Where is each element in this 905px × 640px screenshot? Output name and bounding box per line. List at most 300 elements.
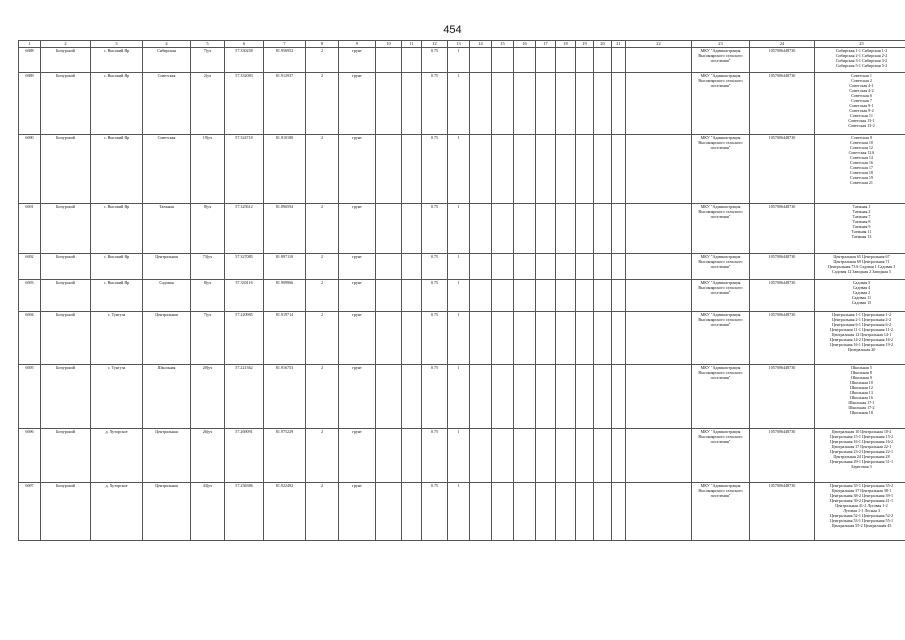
longitude-cell: 81.916753 — [264, 365, 306, 429]
empty-cell — [556, 135, 576, 204]
row-id: 6697 — [19, 483, 41, 541]
address-line: Советская 18 — [850, 170, 873, 176]
empty-cell — [470, 365, 492, 429]
organization-cell: МКУ "Администрация Высокоярского сельского поселения" — [692, 204, 750, 254]
house-cell: 19(уч — [191, 135, 225, 204]
district-cell: Бичурский — [41, 280, 91, 312]
column-header: 16 — [514, 41, 536, 48]
empty-cell — [514, 48, 536, 73]
address-line: Школьная 9 — [851, 375, 872, 381]
organization-cell: МКУ "Администрация Высокоярского сельского поселения" — [692, 254, 750, 280]
longitude-cell: 81.897110 — [264, 254, 306, 280]
surface-cell: грунт — [339, 483, 376, 541]
column-header: 15 — [492, 41, 514, 48]
empty-cell — [576, 483, 594, 541]
house-cell: 8(уч — [191, 280, 225, 312]
surface-cell: грунт — [339, 204, 376, 254]
longitude-cell: 81.909966 — [264, 280, 306, 312]
table-row — [19, 254, 905, 280]
empty-cell — [626, 365, 692, 429]
empty-cell — [470, 483, 492, 541]
empty-cell — [626, 312, 692, 365]
street-cell: Центральная — [143, 312, 191, 365]
empty-cell — [376, 483, 402, 541]
address-line: Центральная 2-1 Центральная 2-2 — [832, 317, 891, 323]
empty-cell — [626, 280, 692, 312]
column-header: 6 — [225, 41, 264, 48]
district-cell: Бичурский — [41, 254, 91, 280]
surface-cell: грунт — [339, 365, 376, 429]
empty-cell — [376, 135, 402, 204]
address-line: Центральная 39-2 Центральная 41-1 — [829, 498, 894, 504]
column-header: 10 — [376, 41, 402, 48]
organization-cell: МКУ "Администрация Высокоярского сельского поселения" — [692, 429, 750, 483]
empty-cell — [556, 365, 576, 429]
empty-cell — [470, 204, 492, 254]
address-line: Таежная 7 — [852, 214, 871, 220]
empty-cell — [612, 483, 626, 541]
empty-cell — [492, 429, 514, 483]
address-line: Школьная 8 — [851, 370, 872, 376]
empty-cell — [514, 365, 536, 429]
empty-cell — [514, 483, 536, 541]
surface-cell: грунт — [339, 312, 376, 365]
volume-cell: 0.75 — [422, 312, 448, 365]
empty-cell — [612, 312, 626, 365]
volume-cell: 0.75 — [422, 280, 448, 312]
address-line: Советская 9-2 — [849, 108, 874, 114]
address-line: Садовая 15 — [851, 300, 872, 306]
column-header: 21 — [612, 41, 626, 48]
table-row — [19, 312, 905, 365]
house-cell: 20(уч — [191, 365, 225, 429]
street-cell: Центральная — [143, 429, 191, 483]
empty-cell — [470, 48, 492, 73]
column-header: 7 — [264, 41, 306, 48]
column-header: 18 — [556, 41, 576, 48]
empty-cell — [402, 254, 422, 280]
column-header: 11 — [402, 41, 422, 48]
addresses-cell — [815, 254, 905, 280]
organization-cell: МКУ "Администрация Высокоярского сельского поселения" — [692, 280, 750, 312]
longitude-cell: 81.922492 — [264, 483, 306, 541]
empty-cell — [556, 429, 576, 483]
address-line: Садовая 12 Заводная 2 Заводная 5 — [832, 269, 891, 275]
address-line: Центральная 55-2 Центральная 45 — [831, 523, 892, 529]
address-line: Таежная 13 — [851, 234, 872, 240]
empty-cell — [576, 73, 594, 135]
house-cell: 7(уч — [191, 312, 225, 365]
address-line: Школьная 17-2 — [848, 405, 875, 411]
address-line: Центральная 15-1 Центральная 15-2 — [829, 434, 894, 440]
volume-cell: 0.75 — [422, 483, 448, 541]
empty-cell — [612, 429, 626, 483]
table-row — [19, 73, 905, 135]
empty-cell — [626, 483, 692, 541]
address-line: Советская 21 — [850, 180, 873, 186]
column-header: 3 — [91, 41, 143, 48]
address-line: Садовая 4 — [852, 285, 871, 291]
row-id: 6690 — [19, 135, 41, 204]
address-line: Сибирская 3-1 Сибирская 3-2 — [835, 58, 888, 64]
addresses-cell — [815, 429, 905, 483]
container-count-cell: 1 — [448, 365, 470, 429]
surface-cell: грунт — [339, 254, 376, 280]
address-line: Садовая 5 — [852, 280, 871, 285]
empty-cell — [612, 73, 626, 135]
empty-cell — [626, 48, 692, 73]
empty-cell — [576, 312, 594, 365]
address-line: Центральная 52-1 Центральная 52-2 — [829, 513, 894, 519]
address-line: Советская 12 — [850, 145, 873, 151]
address-line: Центральная 73А Садовая 1 Садовая 3 — [827, 264, 896, 270]
surface-cell: грунт — [339, 73, 376, 135]
address-line: Береговая 3 — [851, 464, 872, 470]
column-header: 5 — [191, 41, 225, 48]
addresses-cell — [815, 73, 905, 135]
address-line: Сибирская 5-1 Сибирская 5-2 — [835, 63, 888, 69]
volume-cell: 0.75 — [422, 204, 448, 254]
settlement-cell: д. Хуторское — [91, 429, 143, 483]
empty-cell — [402, 483, 422, 541]
count-cell: 2 — [306, 312, 339, 365]
empty-cell — [514, 135, 536, 204]
district-cell: Бичурский — [41, 48, 91, 73]
row-id: 6691 — [19, 204, 41, 254]
count-cell: 2 — [306, 254, 339, 280]
ogrn-cell: 1057006448730 — [750, 73, 815, 135]
empty-cell — [556, 48, 576, 73]
container-count-cell: 1 — [448, 429, 470, 483]
address-line: Центральная 1-1 Центральная 1-2 — [832, 312, 891, 317]
empty-cell — [376, 73, 402, 135]
address-line: Школьная 12 — [850, 385, 873, 391]
settlement-cell: с. Высокий Яр — [91, 254, 143, 280]
longitude-cell: 81.975229 — [264, 429, 306, 483]
district-cell: Бичурский — [41, 429, 91, 483]
empty-cell — [612, 48, 626, 73]
container-count-cell: 1 — [448, 135, 470, 204]
row-id: 6692 — [19, 254, 41, 280]
volume-cell: 0.75 — [422, 73, 448, 135]
settlement-cell: с. Высокий Яр — [91, 135, 143, 204]
latitude-cell: 57.330258 — [225, 48, 264, 73]
table-row — [19, 135, 905, 204]
empty-cell — [536, 204, 556, 254]
organization-cell: МКУ "Администрация Высокоярского сельского поселения" — [692, 483, 750, 541]
column-header: 24 — [750, 41, 815, 48]
ogrn-cell: 1057006448730 — [750, 204, 815, 254]
table-row — [19, 48, 905, 73]
empty-cell — [536, 254, 556, 280]
house-cell: 2(уч — [191, 73, 225, 135]
table-row — [19, 280, 905, 312]
latitude-cell: 57.325612 — [225, 204, 264, 254]
empty-cell — [376, 254, 402, 280]
house-cell: 26(уч — [191, 429, 225, 483]
empty-cell — [470, 73, 492, 135]
empty-cell — [576, 280, 594, 312]
longitude-cell: 81.919714 — [264, 312, 306, 365]
empty-cell — [514, 280, 536, 312]
empty-cell — [514, 254, 536, 280]
addresses-cell — [815, 483, 905, 541]
column-header: 4 — [143, 41, 191, 48]
address-line: Садовая 11 — [851, 295, 872, 301]
address-line: Школьная 13 — [850, 390, 873, 396]
settlement-cell: с. Высокий Яр — [91, 48, 143, 73]
empty-cell — [576, 135, 594, 204]
ogrn-cell: 1057006448730 — [750, 365, 815, 429]
table-row — [19, 365, 905, 429]
address-line: Центральная 14-2 Центральная 16-2 — [829, 337, 894, 343]
house-cell: 7(уч — [191, 48, 225, 73]
empty-cell — [626, 204, 692, 254]
count-cell: 2 — [306, 73, 339, 135]
empty-cell — [626, 429, 692, 483]
empty-cell — [376, 280, 402, 312]
empty-cell — [626, 73, 692, 135]
empty-cell — [376, 48, 402, 73]
column-header: 25 — [815, 41, 905, 48]
empty-cell — [576, 204, 594, 254]
empty-cell — [556, 254, 576, 280]
latitude-cell: 57.256386 — [225, 483, 264, 541]
empty-cell — [470, 429, 492, 483]
empty-cell — [492, 204, 514, 254]
district-cell: Бичурский — [41, 73, 91, 135]
empty-cell — [612, 135, 626, 204]
district-cell: Бичурский — [41, 204, 91, 254]
street-cell: Советская — [143, 135, 191, 204]
empty-cell — [402, 135, 422, 204]
empty-cell — [492, 312, 514, 365]
empty-cell — [612, 365, 626, 429]
empty-cell — [612, 280, 626, 312]
district-cell: Бичурский — [41, 312, 91, 365]
empty-cell — [536, 483, 556, 541]
volume-cell: 0.75 — [422, 365, 448, 429]
container-count-cell: 1 — [448, 483, 470, 541]
empty-cell — [556, 483, 576, 541]
latitude-cell: 57.332083 — [225, 73, 264, 135]
row-id: 6693 — [19, 280, 41, 312]
settlement-cell: с. Высокий Яр — [91, 280, 143, 312]
address-line: Советская 14 — [850, 155, 873, 161]
empty-cell — [470, 254, 492, 280]
empty-cell — [514, 73, 536, 135]
column-header: 1 — [19, 41, 41, 48]
empty-cell — [470, 135, 492, 204]
empty-cell — [492, 73, 514, 135]
address-line: Школьная 17-1 — [848, 400, 875, 406]
address-line: Советская 7 — [851, 98, 872, 104]
address-line: Советская 4-2 — [849, 88, 874, 94]
empty-cell — [594, 254, 612, 280]
empty-cell — [492, 135, 514, 204]
address-line: Таежная 9 — [852, 224, 871, 230]
column-header: 17 — [536, 41, 556, 48]
empty-cell — [612, 254, 626, 280]
empty-cell — [594, 312, 612, 365]
empty-cell — [402, 312, 422, 365]
address-line: Сибирская 1-1 Сибирская 1-2 — [835, 48, 888, 53]
table-row — [19, 204, 905, 254]
district-cell: Бичурский — [41, 483, 91, 541]
address-line: Центральная 11-1 Центральная 11-2 — [830, 327, 893, 333]
organization-cell: МКУ "Администрация Высокоярского сельского поселения" — [692, 73, 750, 135]
latitude-cell: 57.330116 — [225, 280, 264, 312]
empty-cell — [536, 365, 556, 429]
longitude-cell: 81.956952 — [264, 48, 306, 73]
address-line: Советская 4-1 — [849, 83, 874, 89]
page-number: 454 — [443, 24, 462, 36]
count-cell: 2 — [306, 429, 339, 483]
longitude-cell: 81.910180 — [264, 135, 306, 204]
table-row — [19, 483, 905, 541]
settlement-cell: с. Тунгуза — [91, 365, 143, 429]
address-line: Советская 8 — [851, 135, 872, 140]
house-cell: 8(уч — [191, 204, 225, 254]
address-line: Центральная 37 Центральная 38-1 — [831, 488, 892, 494]
empty-cell — [492, 280, 514, 312]
street-cell: Садовая — [143, 280, 191, 312]
longitude-cell: 81.912937 — [264, 73, 306, 135]
address-line: Сибирская 2-1 Сибирская 2-2 — [835, 53, 888, 59]
empty-cell — [536, 429, 556, 483]
settlement-cell: с. Высокий Яр — [91, 204, 143, 254]
address-line: Советская 2 — [851, 78, 872, 84]
address-line: Советская 1 — [851, 73, 872, 78]
row-id: 6696 — [19, 429, 41, 483]
address-line: Луговая 1-1 Лесная 3 — [843, 508, 880, 514]
ogrn-cell: 1057006448730 — [750, 48, 815, 73]
count-cell: 2 — [306, 135, 339, 204]
empty-cell — [626, 254, 692, 280]
house-cell: 43(уч — [191, 483, 225, 541]
empty-cell — [556, 280, 576, 312]
address-line: Центральная 10 Центральная 10-2 — [831, 429, 892, 434]
empty-cell — [492, 365, 514, 429]
latitude-cell: 57.220985 — [225, 312, 264, 365]
empty-cell — [594, 73, 612, 135]
volume-cell: 0.75 — [422, 135, 448, 204]
ogrn-cell: 1057006448730 — [750, 280, 815, 312]
house-cell: 73(уч — [191, 254, 225, 280]
organization-cell: МКУ "Администрация Высокоярского сельского поселения" — [692, 135, 750, 204]
district-cell: Бичурский — [41, 365, 91, 429]
latitude-cell: 57.221362 — [225, 365, 264, 429]
ogrn-cell: 1057006448730 — [750, 312, 815, 365]
empty-cell — [556, 204, 576, 254]
surface-cell: грунт — [339, 48, 376, 73]
empty-cell — [594, 135, 612, 204]
empty-cell — [594, 204, 612, 254]
empty-cell — [514, 312, 536, 365]
longitude-cell: 81.896594 — [264, 204, 306, 254]
empty-cell — [594, 365, 612, 429]
empty-cell — [536, 280, 556, 312]
column-header: 23 — [692, 41, 750, 48]
address-line: Школьная 10 — [850, 380, 873, 386]
street-cell: Центральная — [143, 483, 191, 541]
address-line: Центральная 16-1 Центральная 16-2 — [829, 439, 894, 445]
empty-cell — [556, 73, 576, 135]
empty-cell — [514, 204, 536, 254]
settlement-cell: с. Высокий Яр — [91, 73, 143, 135]
volume-cell: 0.75 — [422, 429, 448, 483]
address-line: Центральная 12 Центральная 14-1 — [831, 332, 892, 338]
empty-cell — [376, 312, 402, 365]
addresses-cell — [815, 135, 905, 204]
address-line: Центральная 6-1 Центральная 6-2 — [832, 322, 891, 328]
empty-cell — [492, 254, 514, 280]
column-header: 22 — [626, 41, 692, 48]
empty-cell — [594, 48, 612, 73]
empty-cell — [536, 73, 556, 135]
address-line: Центральная 35-1 Центральная 35-2 — [829, 483, 894, 488]
container-count-cell: 1 — [448, 254, 470, 280]
organization-cell: МКУ "Администрация Высокоярского сельского поселения" — [692, 312, 750, 365]
empty-cell — [402, 365, 422, 429]
container-count-cell: 1 — [448, 73, 470, 135]
column-header: 19 — [576, 41, 594, 48]
register-table — [18, 40, 905, 541]
address-line: Советская 13-1 — [848, 118, 875, 124]
addresses-cell — [815, 204, 905, 254]
address-line: Советская 17 — [850, 165, 873, 171]
surface-cell: грунт — [339, 280, 376, 312]
empty-cell — [402, 48, 422, 73]
addresses-cell — [815, 48, 905, 73]
address-line: Советская 6 — [851, 93, 872, 99]
address-line: Центральная 23-2 Центральная 22-1 — [829, 449, 894, 455]
address-line: Центральная 20 — [847, 347, 876, 353]
street-cell: Школьная — [143, 365, 191, 429]
address-line: Советская 19 — [850, 175, 873, 181]
container-count-cell: 1 — [448, 204, 470, 254]
address-line: Советская 11 — [850, 113, 873, 119]
empty-cell — [556, 312, 576, 365]
column-header: 9 — [339, 41, 376, 48]
column-header: 8 — [306, 41, 339, 48]
address-line: Советская 13-2 — [848, 123, 875, 129]
ogrn-cell: 1057006448730 — [750, 429, 815, 483]
row-id: 6689 — [19, 73, 41, 135]
address-line: Советская 12А — [848, 150, 875, 156]
district-cell: Бичурский — [41, 135, 91, 204]
address-line: Советская 16 — [850, 160, 873, 166]
count-cell: 2 — [306, 280, 339, 312]
ogrn-cell: 1057006448730 — [750, 135, 815, 204]
organization-cell: МКУ "Администрация Высокоярского сельского поселения" — [692, 48, 750, 73]
street-cell: Центральная — [143, 254, 191, 280]
column-header: 12 — [422, 41, 448, 48]
addresses-cell — [815, 280, 905, 312]
header-row — [19, 41, 905, 48]
address-line: Таежная 2 — [852, 209, 871, 215]
organization-cell: МКУ "Администрация Высокоярского сельского поселения" — [692, 365, 750, 429]
address-line: Центральная 24 Центральная 28 — [833, 454, 890, 460]
empty-cell — [576, 254, 594, 280]
container-count-cell: 1 — [448, 312, 470, 365]
addresses-cell — [815, 365, 905, 429]
empty-cell — [576, 429, 594, 483]
empty-cell — [594, 280, 612, 312]
address-line: Центральная 69 Центральная 71 — [833, 259, 890, 265]
address-line: Школьная 5 — [851, 365, 872, 370]
empty-cell — [402, 73, 422, 135]
